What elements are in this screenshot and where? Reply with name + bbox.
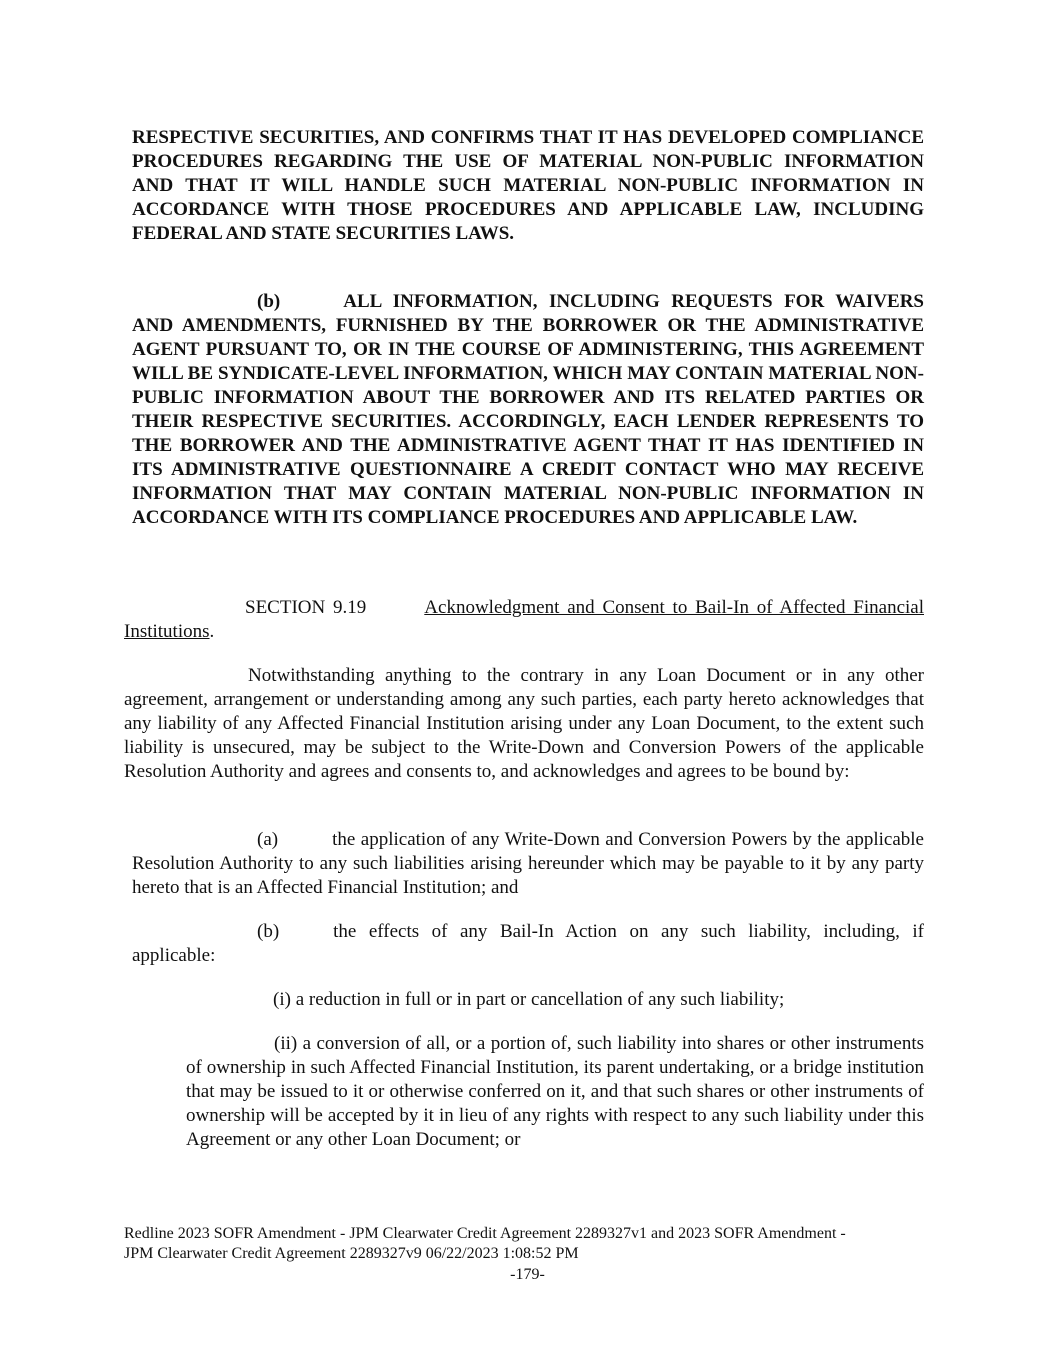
clause-b-text: the effects of any Bail-In Action on any such liability, including, if applicable:: [132, 921, 924, 966]
bold-paragraph-b-text: ALL INFORMATION, INCLUDING REQUESTS FOR WAIVERS AND AMENDMENTS, FURNISHED BY THE BORROWER OR THE ADMINISTRATIVE AGENT PURSUANT TO, OR IN THE COURSE OF ADMINISTERING, THIS AGREEMENT WILL BE SYNDICATE-LEVEL INFORMATION, WHICH MAY CONTAIN MATERIAL NON-PUBLIC INFORMATION ABOUT THE BORROWER AND ITS RELATED PARTIES OR THEIR RESPECTIVE SECURITIES. ACCORDINGLY, EACH LENDER REPRESENTS TO THE BORROWER AND THE ADMINISTRATIVE AGENT THAT IT HAS IDENTIFIED IN ITS ADMINISTRATIVE QUESTIONNAIRE A CREDIT CONTACT WHO MAY RECEIVE INFORMATION THAT MAY CONTAIN MATERIAL NON-PUBLIC INFORMATION IN ACCORDANCE WITH ITS COMPLIANCE PROCEDURES AND APPLICABLE LAW.: [132, 291, 924, 528]
bold-continuation-text: RESPECTIVE SECURITIES, AND CONFIRMS THAT IT HAS DEVELOPED COMPLIANCE PROCEDURES REGARDING THE USE OF MATERIAL NON-PUBLIC INFORMATION AND THAT IT WILL HANDLE SUCH MATERIAL NON-PUBLIC INFORMATION IN ACCORDANCE WITH THOSE PROCEDURES AND APPLICABLE LAW, INCLUDING FEDERAL AND STATE SECURITIES LAWS.: [132, 127, 924, 244]
bold-paragraph-b-label: (b): [257, 291, 281, 312]
clause-a-label: (a): [257, 829, 279, 850]
section-number: SECTION 9.19: [245, 597, 367, 618]
document-footer: [124, 1224, 924, 1264]
section-title-period: .: [209, 621, 215, 642]
subclause-i-label: (i): [273, 989, 291, 1010]
clause-a-text: the application of any Write-Down and Conversion Powers by the applicable Resolution Authority to any such liabilities arising hereunder which may be payable to it by any party hereto that is an Affected Financial Institution; and: [132, 829, 924, 898]
intro-paragraph: [124, 664, 924, 784]
clause-b: [132, 920, 924, 968]
subclause-i: [132, 988, 924, 1012]
bold-continuation-paragraph: [132, 126, 924, 246]
bold-paragraph-b: [132, 290, 924, 530]
subclause-i-text: a reduction in full or in part or cancellation of any such liability;: [295, 989, 785, 1010]
footer-line-2: JPM Clearwater Credit Agreement 2289327v9 06/22/2023 1:08:52 PM: [124, 1245, 579, 1262]
page-number: -179-: [510, 1266, 545, 1283]
clause-a: [132, 828, 924, 900]
clause-b-label: (b): [257, 921, 280, 942]
subclause-ii-label: (ii): [274, 1033, 298, 1054]
intro-text: Notwithstanding anything to the contrary in any Loan Document or in any other agreement, arrangement or understanding among any such parties, each party hereto acknowledges that any liability of any Affected Financial Institution arising under any Loan Document, to the extent such liability is unsecured, may be subject to the Write-Down and Conversion Powers of the applicable Resolution Authority and agrees and consents to, and acknowledges and agrees to be bound by:: [124, 665, 924, 782]
subclause-ii: [186, 1032, 924, 1152]
section-heading: [124, 596, 924, 644]
footer-line-1: Redline 2023 SOFR Amendment - JPM Clearwater Credit Agreement 2289327v1 and 2023 SOFR Amendment -: [124, 1225, 846, 1242]
subclause-ii-text: a conversion of all, or a portion of, such liability into shares or other instruments of ownership in such Affected Financial Institution, its parent undertaking, or a bridge institution that may be issued to it or otherwise conferred on it, and that such shares or other instruments of ownership will be accepted by it in lieu of any rights with respect to any such liability under this Agreement or any other Loan Document; or: [186, 1033, 925, 1150]
section-title: Acknowledgment and Consent to Bail-In of Affected Financial Institutions: [124, 597, 924, 642]
